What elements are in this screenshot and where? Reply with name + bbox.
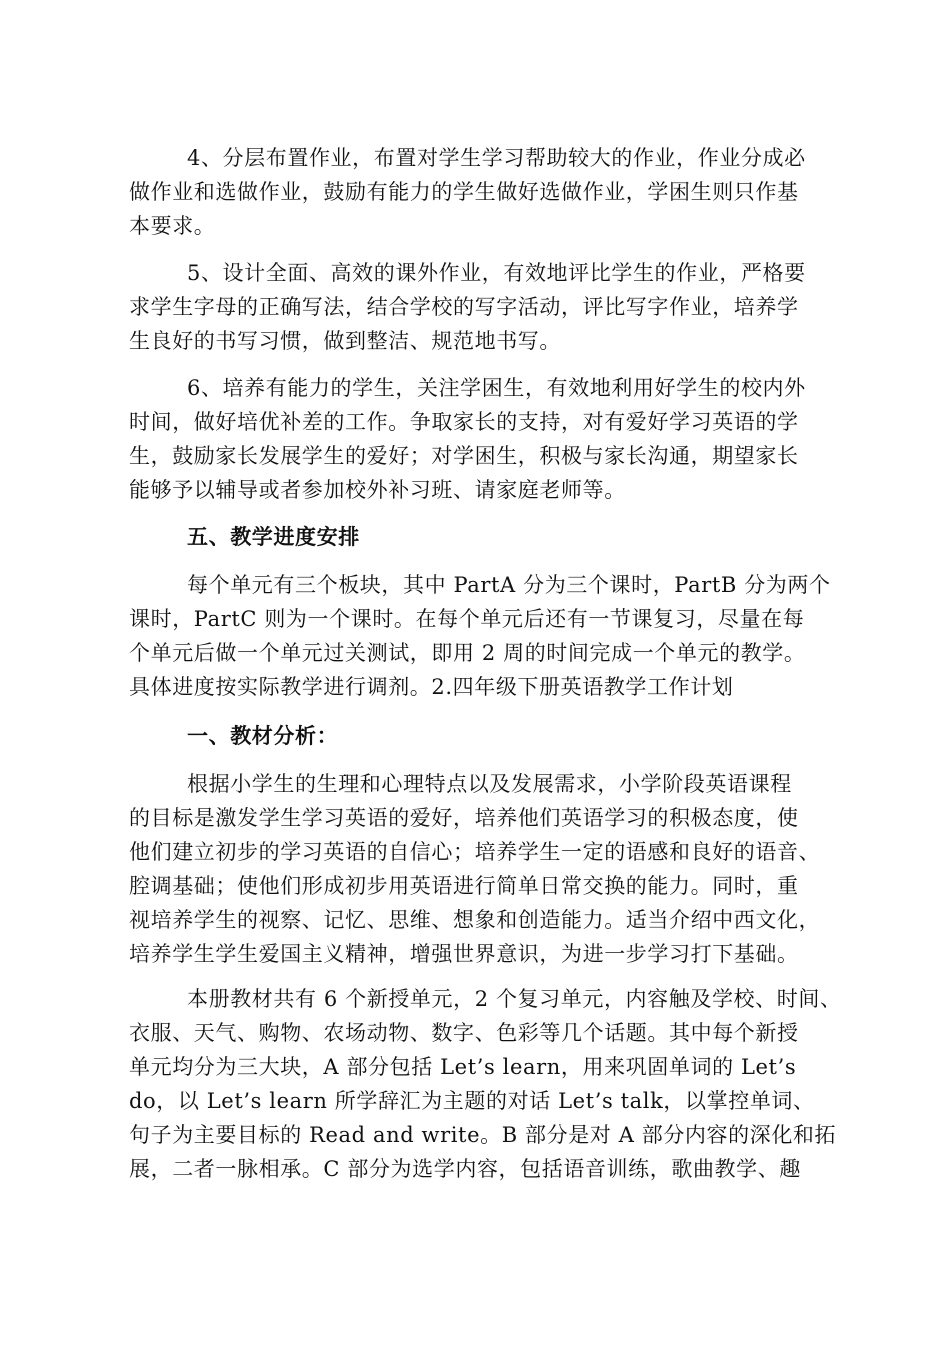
text-line: 的目标是激发学生学习英语的爱好，培养他们英语学习的积极态度，使 [129, 806, 799, 830]
text-line: 句子为主要目标的 Read and write。B 部分是对 A 部分内容的深化和拓 [129, 1123, 837, 1147]
text-line: 视培养学生的视察、记忆、思维、想象和创造能力。适当介绍中西文化， [129, 908, 821, 932]
text-line: 生良好的书写习惯，做到整洁、规范地书写。 [129, 329, 561, 353]
text-line: do，以 Let’s learn 所学辞汇为主题的对话 Let’s talk，以掌控单词、 [129, 1089, 815, 1113]
text-line: 5、设计全面、高效的课外作业，有效地评比学生的作业，严格要 [187, 261, 806, 285]
text-line: 生，鼓励家长发展学生的爱好；对学困生，积极与家长沟通，期望家长 [129, 444, 799, 468]
text-line: 个单元后做一个单元过关测试，即用 2 周的时间完成一个单元的教学。 [129, 641, 806, 665]
text-line: 他们建立初步的学习英语的自信心；培养学生一定的语感和良好的语音、 [129, 840, 821, 864]
paragraph-homework-layering [129, 141, 829, 243]
text-line: 课时，PartC 则为一个课时。在每个单元后还有一节课复习，尽量在每 [129, 607, 805, 631]
text-line: 做作业和选做作业，鼓励有能力的学生做好选做作业，学困生则只作基 [129, 180, 799, 204]
paragraph-student-support [129, 371, 829, 507]
text-line: 能够予以辅导或者参加校外补习班、请家庭老师等。 [129, 478, 626, 502]
text-line: 本册教材共有 6 个新授单元，2 个复习单元，内容触及学校、时间、 [187, 987, 842, 1011]
text-line: 根据小学生的生理和心理特点以及发展需求，小学阶段英语课程 [187, 772, 792, 796]
text-line: 培养学生学生爱国主义精神，增强世界意识，为进一步学习打下基础。 [129, 942, 799, 966]
text-line: 每个单元有三个板块，其中 PartA 分为三个课时，PartB 分为两个 [187, 573, 831, 597]
text-line: 6、培养有能力的学生，关注学困生，有效地利用好学生的校内外 [187, 376, 806, 400]
paragraph-extracurricular-homework [129, 256, 829, 358]
section-heading-textbook-analysis [129, 719, 829, 753]
section-heading-schedule [129, 520, 829, 554]
section-heading: 一、教材分析： [187, 724, 339, 748]
text-line: 衣服、天气、购物、农场动物、数字、色彩等几个话题。其中每个新授 [129, 1021, 799, 1045]
text-line: 求学生字母的正确写法，结合学校的写字活动，评比写字作业，培养学 [129, 295, 799, 319]
text-line: 具体进度按实际教学进行调剂。2.四年级下册英语教学工作计划 [129, 675, 734, 699]
text-line: 时间，做好培优补差的工作。争取家长的支持，对有爱好学习英语的学 [129, 410, 799, 434]
section-heading: 五、教学进度安排 [187, 525, 360, 549]
paragraph-course-goals [129, 767, 829, 971]
text-line: 展，二者一脉相承。C 部分为选学内容，包括语音训练，歌曲教学、趣 [129, 1157, 801, 1181]
paragraph-textbook-units [129, 982, 842, 1186]
paragraph-schedule [129, 568, 829, 704]
text-line: 本要求。 [129, 214, 216, 238]
text-line: 单元均分为三大块，A 部分包括 Let’s learn，用来巩固单词的 Let’s [129, 1055, 797, 1079]
text-line: 4、分层布置作业，布置对学生学习帮助较大的作业，作业分成必 [187, 146, 806, 170]
text-line: 腔调基础；使他们形成初步用英语进行简单日常交换的能力。同时，重 [129, 874, 799, 898]
